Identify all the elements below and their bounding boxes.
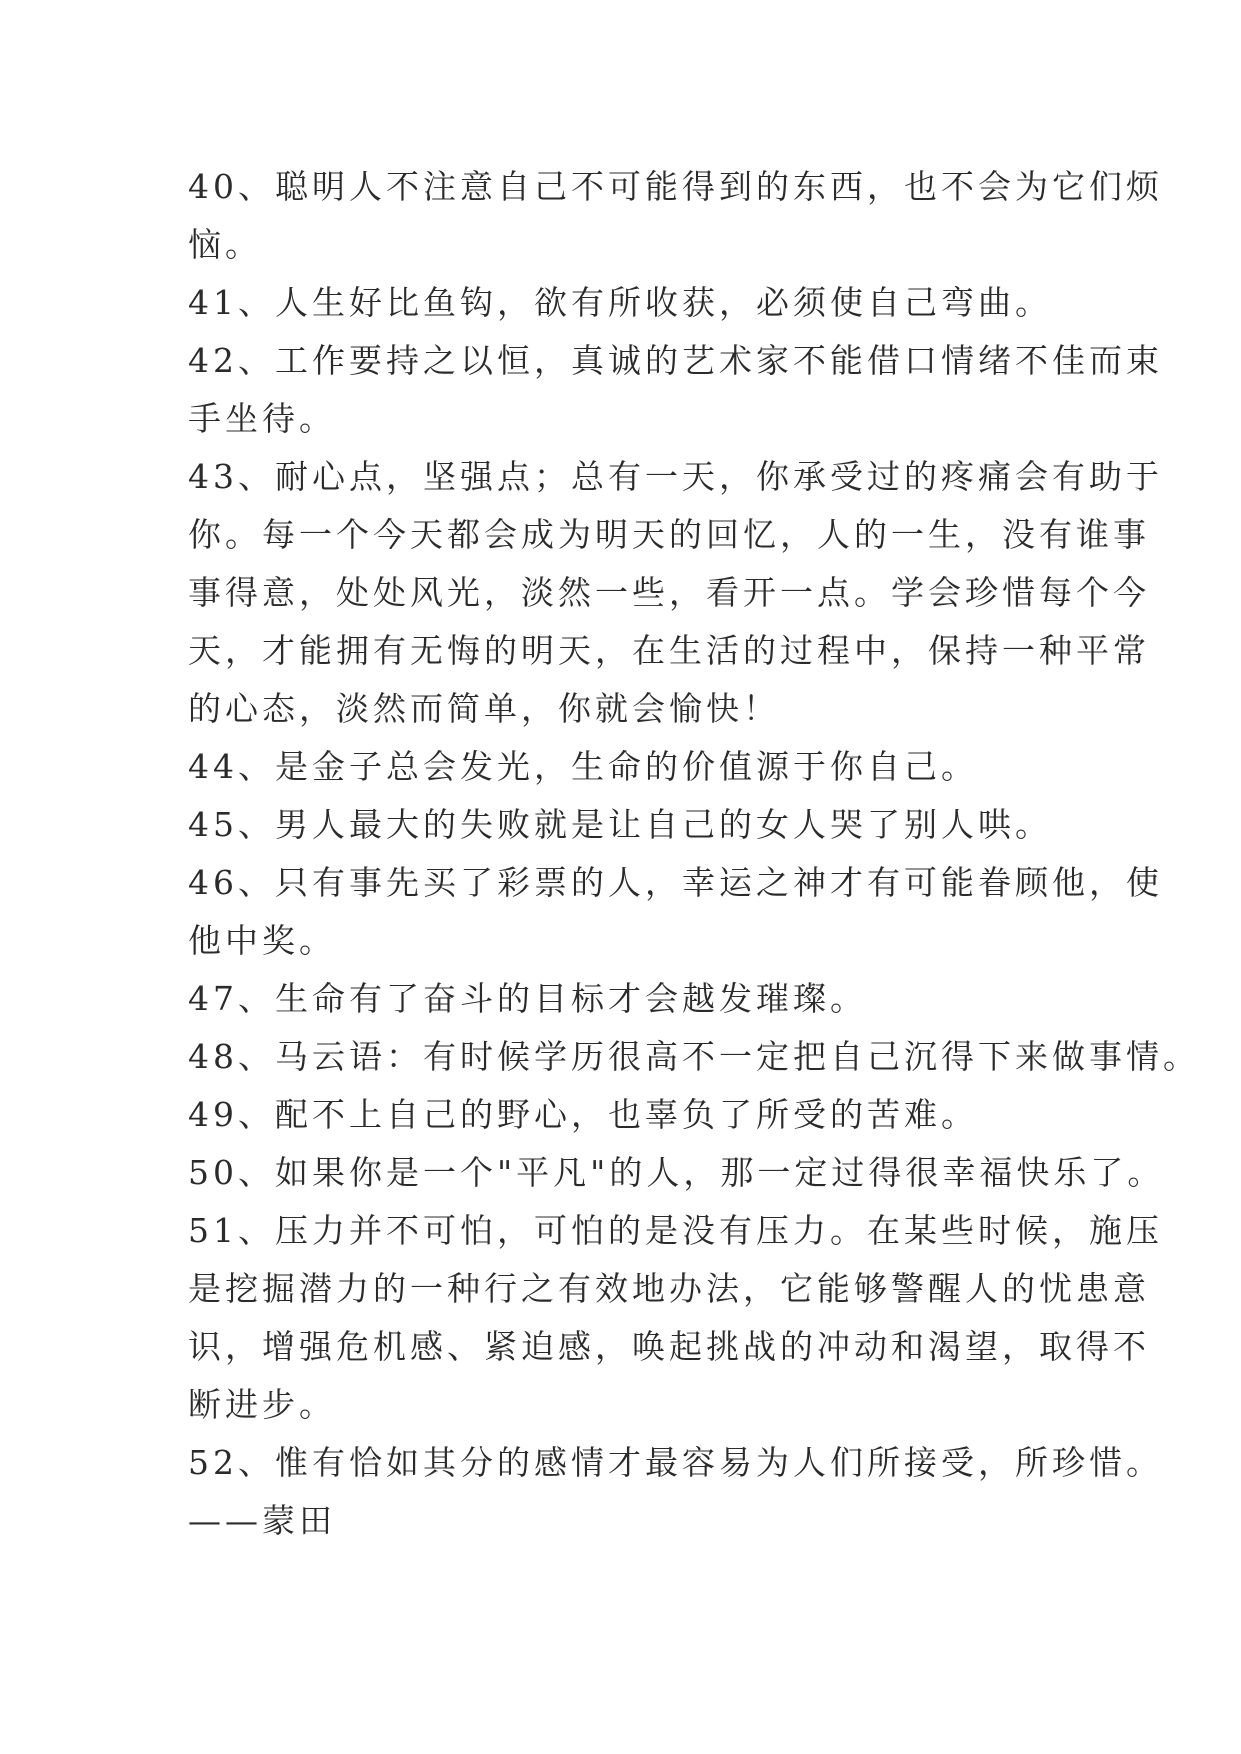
quote-43-line-3: 事得意，处处风光，淡然一些，看开一点。学会珍惜每个今 xyxy=(188,573,1150,612)
quote-48-line-1: 48、马云语：有时候学历很高不一定把自己沉得下来做事情。 xyxy=(188,1037,1200,1076)
quote-43-line-2: 你。每一个今天都会成为明天的回忆，人的一生，没有谁事 xyxy=(188,515,1150,554)
quote-49-line-1: 49、配不上自己的野心，也辜负了所受的苦难。 xyxy=(188,1095,978,1134)
quote-44 xyxy=(188,738,1068,796)
quote-46-line-1: 46、只有事先买了彩票的人，幸运之神才有可能眷顾他，使 xyxy=(188,863,1163,902)
quote-41-line-1: 41、人生好比鱼钩，欲有所收获，必须使自己弯曲。 xyxy=(188,283,1052,322)
quote-list xyxy=(188,158,1200,1550)
quote-43-line-1: 43、耐心点，坚强点；总有一天，你承受过的疼痛会有助于 xyxy=(188,457,1163,496)
quote-43-line-5: 的心态，淡然而简单，你就会愉快！ xyxy=(188,689,780,728)
quote-42-line-2: 手坐待。 xyxy=(188,399,336,438)
quote-52 xyxy=(188,1434,1163,1550)
quote-46-line-2: 他中奖。 xyxy=(188,921,336,960)
quote-52-line-1: 52、惟有恰如其分的感情才最容易为人们所接受，所珍惜。 xyxy=(188,1443,1163,1482)
quote-40-line-2: 恼。 xyxy=(188,225,262,264)
quote-50 xyxy=(188,1144,1165,1202)
quote-51-line-2: 是挖掘潜力的一种行之有效地办法，它能够警醒人的忧患意 xyxy=(188,1269,1150,1308)
quote-52-attribution: ——蒙田 xyxy=(188,1501,336,1540)
quote-48 xyxy=(188,1028,1200,1086)
quote-45 xyxy=(188,796,1068,854)
quote-51-line-3: 识，增强危机感、紧迫感，唤起挑战的冲动和渴望，取得不 xyxy=(188,1327,1150,1366)
quote-50-line-1: 50、如果你是一个"平凡"的人，那一定过得很幸福快乐了。 xyxy=(188,1153,1165,1192)
quote-42 xyxy=(188,332,1163,448)
quote-51 xyxy=(188,1202,1163,1434)
quote-43-line-4: 天，才能拥有无悔的明天，在生活的过程中，保持一种平常 xyxy=(188,631,1150,670)
quote-47 xyxy=(188,970,1068,1028)
quote-41 xyxy=(188,274,1068,332)
quote-51-line-4: 断进步。 xyxy=(188,1385,336,1424)
quote-40 xyxy=(188,158,1163,274)
quote-43 xyxy=(188,448,1163,738)
quote-47-line-1: 47、生命有了奋斗的目标才会越发璀璨。 xyxy=(188,979,867,1018)
quote-51-line-1: 51、压力并不可怕，可怕的是没有压力。在某些时候，施压 xyxy=(188,1211,1163,1250)
quote-44-line-1: 44、是金子总会发光，生命的价值源于你自己。 xyxy=(188,747,978,786)
quote-40-line-1: 40、聪明人不注意自己不可能得到的东西，也不会为它们烦 xyxy=(188,167,1163,206)
quote-46 xyxy=(188,854,1163,970)
quote-42-line-1: 42、工作要持之以恒，真诚的艺术家不能借口情绪不佳而束 xyxy=(188,341,1163,380)
quote-45-line-1: 45、男人最大的失败就是让自己的女人哭了别人哄。 xyxy=(188,805,1052,844)
quote-49 xyxy=(188,1086,1068,1144)
